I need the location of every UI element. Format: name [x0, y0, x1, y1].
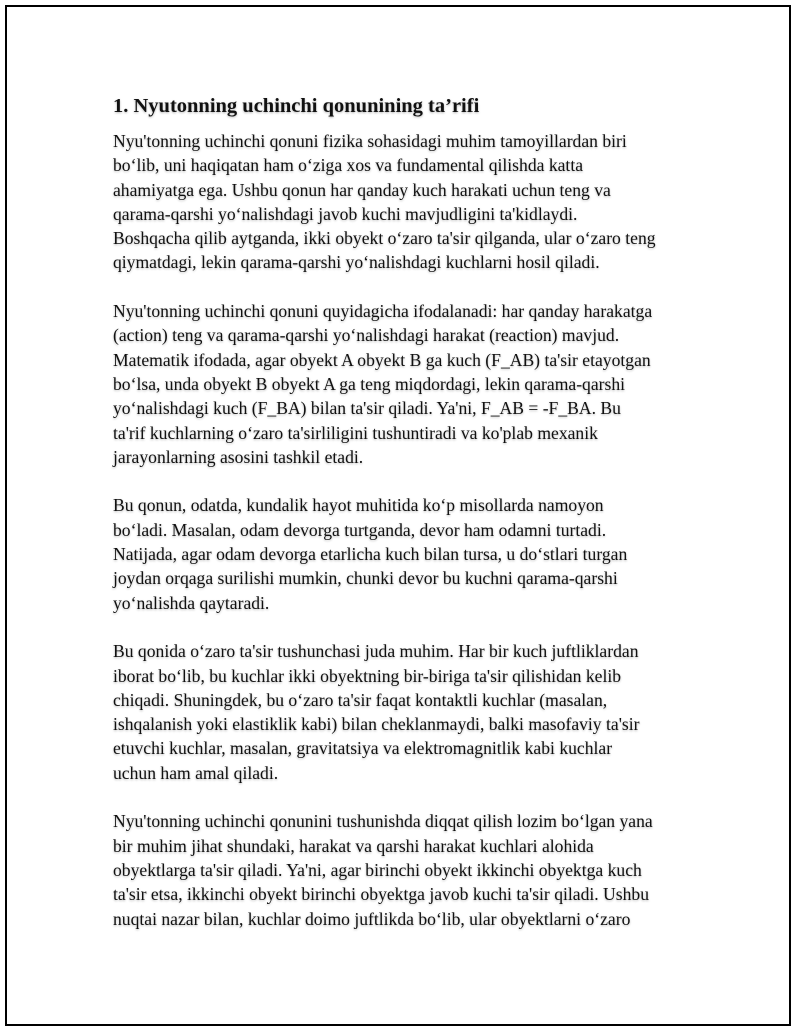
- text-line: Matematik ifodada, agar obyekt A obyekt B ga kuch (F_AB) ta'sir etayotgan: [113, 349, 651, 370]
- paragraph-4: [113, 639, 688, 785]
- text-line: bir muhim jihat shundaki, harakat va qarshi harakat kuchlari alohida: [113, 835, 594, 856]
- text-line: chiqadi. Shuningdek, bu o‘zaro ta'sir faqat kontaktli kuchlar (masalan,: [113, 689, 608, 710]
- paragraph-3: [113, 493, 688, 614]
- text-line: jarayonlarning asosini tashkil etadi.: [113, 446, 364, 467]
- text-line: yo‘nalishdagi kuch (F_BA) bilan ta'sir qiladi. Ya'ni, F_AB = -F_BA. Bu: [113, 398, 621, 419]
- section-heading: 1. Nyutonning uchinchi qonunining ta’rifi: [113, 95, 480, 117]
- text-line: obyektlarga ta'sir qiladi. Ya'ni, agar birinchi obyekt ikkinchi obyektga kuch: [113, 859, 642, 880]
- text-line: ahamiyatga ega. Ushbu qonun har qanday kuch harakati uchun teng va: [113, 179, 611, 200]
- paragraph-5: [113, 809, 688, 930]
- text-line: ishqalanish yoki elastiklik kabi) bilan cheklanmaydi, balki masofaviy ta'sir: [113, 714, 640, 735]
- text-line: Natijada, agar odam devorga etarlicha kuch bilan tursa, u do‘stlari turgan: [113, 544, 628, 565]
- text-line: Nyu'tonning uchinchi qonuni quyidagicha ifodalanadi: har qanday harakatga: [113, 301, 653, 322]
- text-line: Nyu'tonning uchinchi qonunini tushunishda diqqat qilish lozim bo‘lgan yana: [113, 811, 653, 832]
- text-line: Bu qonida o‘zaro ta'sir tushunchasi juda muhim. Har bir kuch juftliklardan: [113, 641, 639, 662]
- text-line: uchun ham amal qiladi.: [113, 762, 279, 783]
- text-line: iborat bo‘lib, bu kuchlar ikki obyektning bir-biriga ta'sir qilishidan kelib: [113, 665, 622, 686]
- text-line: qarama-qarshi yo‘nalishdagi javob kuchi mavjudligini ta'kidlaydi.: [113, 203, 578, 224]
- text-line: Nyu'tonning uchinchi qonuni fizika sohasidagi muhim tamoyillardan biri: [113, 131, 627, 151]
- text-line: Bu qonun, odatda, kundalik hayot muhitida ko‘p misollarda namoyon: [113, 495, 604, 516]
- text-line: bo‘ladi. Masalan, odam devorga turtganda, devor ham odamni turtadi.: [113, 519, 607, 540]
- text-line: nuqtai nazar bilan, kuchlar doimo juftlikda bo‘lib, ular obyektlarni o‘zaro: [113, 908, 631, 929]
- text-line: Boshqacha qilib aytganda, ikki obyekt o‘zaro ta'sir qilganda, ular o‘zaro teng: [113, 228, 656, 249]
- text-line: etuvchi kuchlar, masalan, gravitatsiya va elektromagnitlik kabi kuchlar: [113, 738, 613, 759]
- text-line: qiymatdagi, lekin qarama-qarshi yo‘nalishdagi kuchlarni hosil qiladi.: [113, 252, 600, 273]
- paragraph-2: [113, 299, 688, 469]
- text-line: bo‘lsa, unda obyekt B obyekt A ga teng miqdordagi, lekin qarama-qarshi: [113, 373, 626, 394]
- text-line: ta'sir etsa, ikkinchi obyekt birinchi obyektga javob kuchi ta'sir qiladi. Ushbu: [113, 884, 649, 905]
- text-line: ta'rif kuchlarning o‘zaro ta'sirliligini tushuntiradi va ko'plab mexanik: [113, 422, 598, 443]
- text-line: yo‘nalishda qaytaradi.: [113, 592, 270, 613]
- text-line: joydan orqaga surilishi mumkin, chunki devor bu kuchni qarama-qarshi: [113, 568, 618, 589]
- paragraph-1: [113, 129, 688, 275]
- text-line: (action) teng va qarama-qarshi yo‘nalishdagi harakat (reaction) mavjud.: [113, 325, 620, 346]
- document-content: [113, 92, 688, 955]
- text-line: bo‘lib, uni haqiqatan ham o‘ziga xos va fundamental qilishda katta: [113, 155, 584, 176]
